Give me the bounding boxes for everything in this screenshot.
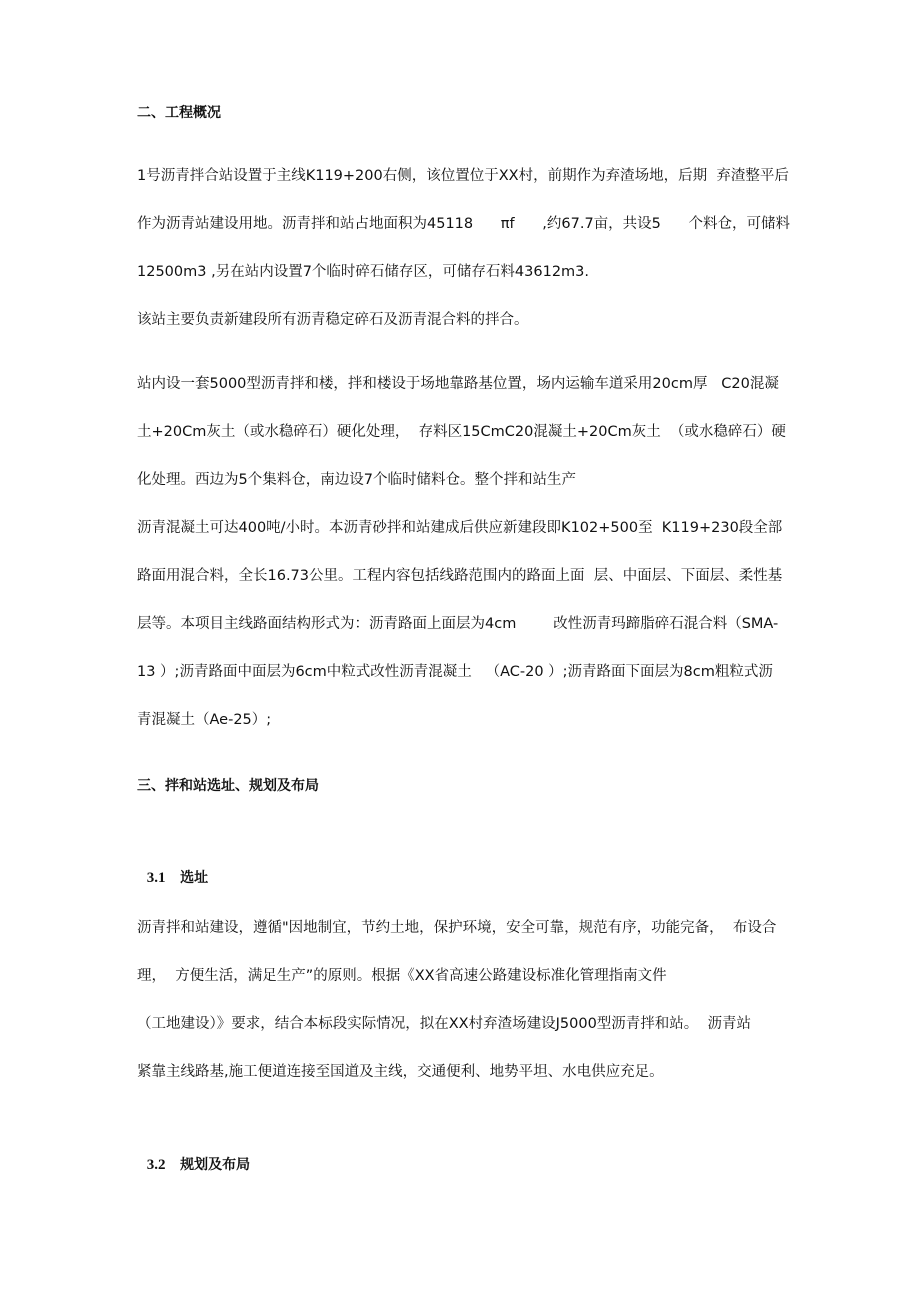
paragraph-line: 该站主要负责新建段所有沥青稳定碎石及沥青混合料的拌合。: [137, 312, 529, 328]
paragraph-line: 13 ）;沥青路面中面层为6cm中粒式改性沥青混凝土 （AC-20 ）;沥青路面下面层为8cm粗粒式沥: [137, 664, 773, 680]
subsection-title: 选址: [180, 870, 209, 886]
paragraph-line: 层等。本项目主线路面结构形式为：沥青路面上面层为4cm 改性沥青玛蹄脂碎石混合料（SMA-: [137, 616, 779, 632]
paragraph-line: 青混凝土（Ae-25）;: [137, 712, 272, 728]
section-2-heading: 二、工程概况: [137, 105, 221, 121]
subsection-title: 规划及布局: [180, 1157, 251, 1173]
subsection-3-1-heading: [137, 848, 208, 888]
paragraph-line: 紧靠主线路基,施工便道连接至国道及主线，交通便利、地势平坦、水电供应充足。: [137, 1064, 664, 1080]
section-3-heading: 三、拌和站选址、规划及布局: [137, 778, 319, 794]
paragraph-line: （工地建设）》要求，结合本标段实际情况，拟在XX村弃渣场建设J5000型沥青拌和站。 沥青站: [137, 1016, 752, 1032]
paragraph-line: 化处理。西边为5个集料仓，南边设7个临时储料仓。整个拌和站生产: [137, 472, 576, 488]
paragraph-line: 12500m3 ,另在站内设置7个临时碎石储存区，可储存石料43612m3.: [137, 264, 590, 280]
paragraph-line: 1号沥青拌合站设置于主线K119+200右侧，该位置位于XX村，前期作为弃渣场地，后期 弃渣整平后: [137, 168, 789, 184]
paragraph-line: 土+20Cm灰土（或水稳碎石）硬化处理， 存料区15CmC20混凝土+20Cm灰土 （或水稳碎石）硬: [137, 424, 786, 440]
paragraph-line: 作为沥青站建设用地。沥青拌和站占地面积为45118 πf ,约67.7亩，共设5 个料仓，可储料: [137, 216, 791, 232]
paragraph-line: 路面用混合料，全长16.73公里。工程内容包括线路范围内的路面上面 层、中面层、下面层、柔性基: [137, 568, 783, 584]
paragraph-line: 沥青混凝土可达400吨/小时。本沥青砂拌和站建成后供应新建段即K102+500至 K119+230段全部: [137, 520, 783, 536]
paragraph-line: 沥青拌和站建设，遵循"因地制宜，节约土地，保护环境，安全可靠，规范有序，功能完备， 布设合: [137, 920, 777, 936]
paragraph-line: 站内设一套5000型沥青拌和楼，拌和楼设于场地靠路基位置，场内运输车道采用20cm厚 C20混凝: [137, 376, 779, 392]
subsection-3-2-heading: [137, 1135, 250, 1175]
subsection-number: 3.2: [146, 1157, 166, 1173]
paragraph-line: 理， 方便生活，满足生产”的原则。根据《XX省高速公路建设标准化管理指南文件: [137, 968, 667, 984]
subsection-number: 3.1: [146, 870, 166, 886]
